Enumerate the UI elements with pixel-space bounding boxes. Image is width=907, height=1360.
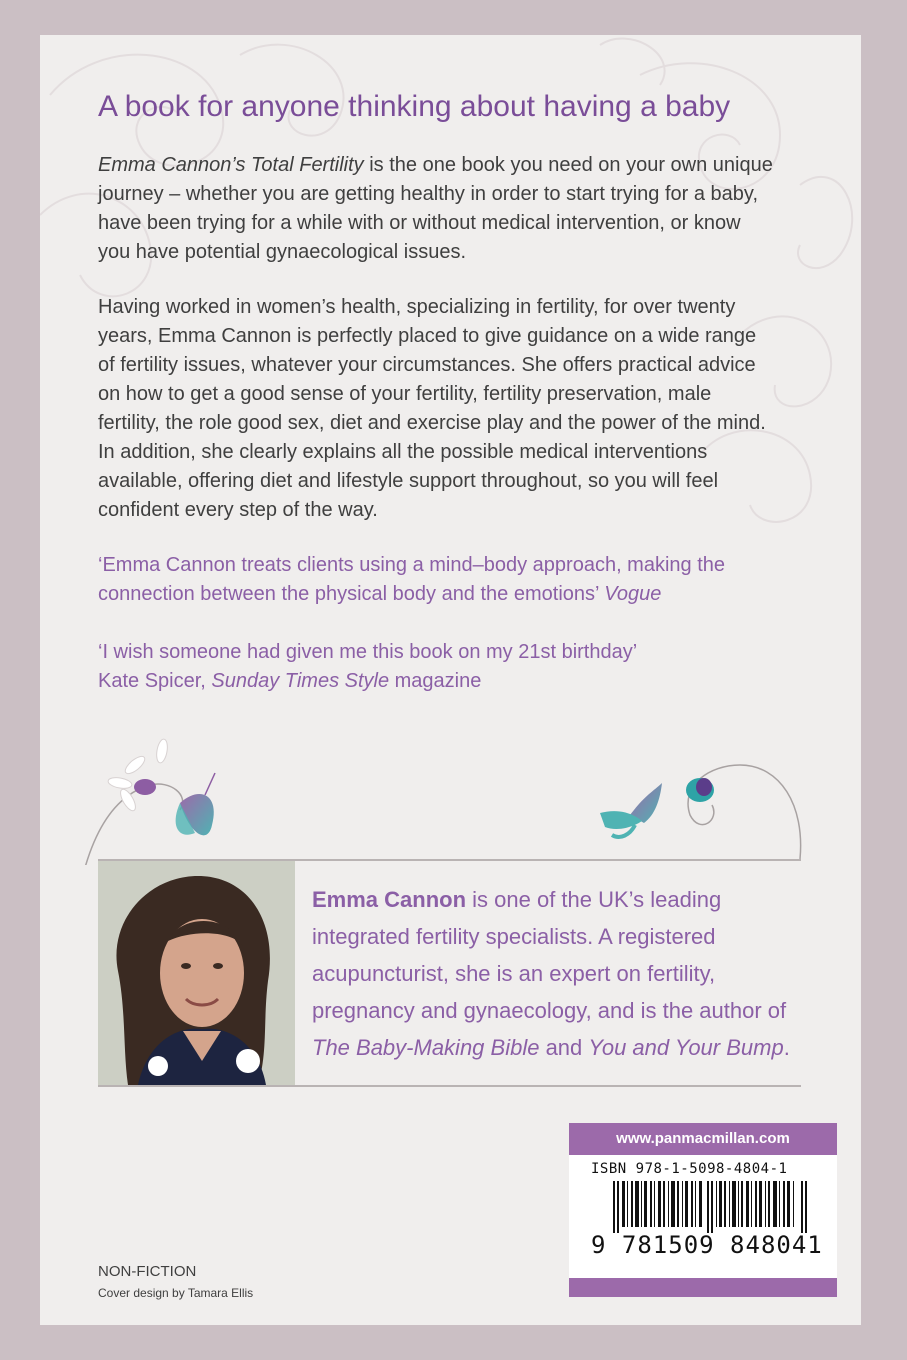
butterfly-icon-right bbox=[600, 783, 662, 837]
isbn-label: ISBN 978-1-5098-4804-1 bbox=[591, 1161, 788, 1177]
quote-2-source: Sunday Times Style bbox=[211, 670, 390, 692]
author-bio bbox=[312, 881, 792, 1066]
back-cover-panel bbox=[40, 35, 861, 1325]
flower-bud-icon bbox=[686, 778, 714, 802]
flower-icon bbox=[107, 738, 169, 813]
quote-1-source: Vogue bbox=[604, 583, 662, 605]
book-title-italic: Emma Cannon’s Total Fertility bbox=[98, 154, 364, 176]
author-photo bbox=[98, 861, 295, 1085]
barcode-block bbox=[569, 1123, 837, 1297]
quote-2-suffix: magazine bbox=[389, 670, 482, 692]
author-bio-text: is one of the UK’s leading integrated fertility specialists. A registered acupuncturist, she is an expert on fertility, pregnancy and gynaecology, and is the author of bbox=[312, 887, 787, 1023]
description-paragraph-1-text: is the one book you need on your own unique journey – whether you are getting healthy in order to start trying for a baby, have been trying for a while with or without medical intervention, or know you have potential gynaecological issues. bbox=[98, 154, 773, 263]
category-label: NON-FICTION bbox=[98, 1263, 197, 1280]
author-bio-end: . bbox=[783, 1035, 790, 1060]
press-quote-sunday-times bbox=[98, 638, 778, 696]
description-paragraph-2: Having worked in women’s health, specializing in fertility, for over twenty years, Emma Cannon is perfectly placed to give guidance on a wide range of fertility issues, whatever your circumstances. She offers practical advice on how to get a good sense of your fertility, fertility preservation, male fertility, the role good sex, diet and exercise play and the power of the mind. In addition, she clearly explains all the possible medical interventions available, offering diet and lifestyle support throughout, so you will feel confident every step of the way. bbox=[98, 296, 766, 521]
book-title-1: The Baby-Making Bible bbox=[312, 1035, 540, 1060]
barcode-icon bbox=[613, 1181, 813, 1233]
cover-credit: Cover design by Tamara Ellis bbox=[98, 1286, 254, 1300]
butterfly-flower-decoration bbox=[40, 725, 861, 865]
barcode-bottom-strip bbox=[569, 1278, 837, 1297]
press-quote-vogue bbox=[98, 551, 778, 609]
quote-2-author: Kate Spicer, bbox=[98, 670, 212, 692]
bio-bottom-divider bbox=[98, 1085, 801, 1087]
butterfly-icon-left bbox=[176, 773, 215, 835]
barcode-digits: 9 781509 848041 bbox=[591, 1231, 823, 1259]
quote-2-text: ‘I wish someone had given me this book on my 21st birthday’ bbox=[98, 641, 638, 663]
quote-1-text: ‘Emma Cannon treats clients using a mind–body approach, making the connection between the physical body and the emotions’ bbox=[98, 554, 726, 605]
headline: A book for anyone thinking about having a baby bbox=[98, 90, 731, 123]
description-paragraph-1 bbox=[98, 151, 778, 267]
publisher-website: www.panmacmillan.com bbox=[569, 1123, 837, 1155]
book-title-2: You and Your Bump bbox=[588, 1035, 784, 1060]
author-bio-and: and bbox=[539, 1035, 589, 1060]
author-name: Emma Cannon bbox=[312, 887, 467, 912]
